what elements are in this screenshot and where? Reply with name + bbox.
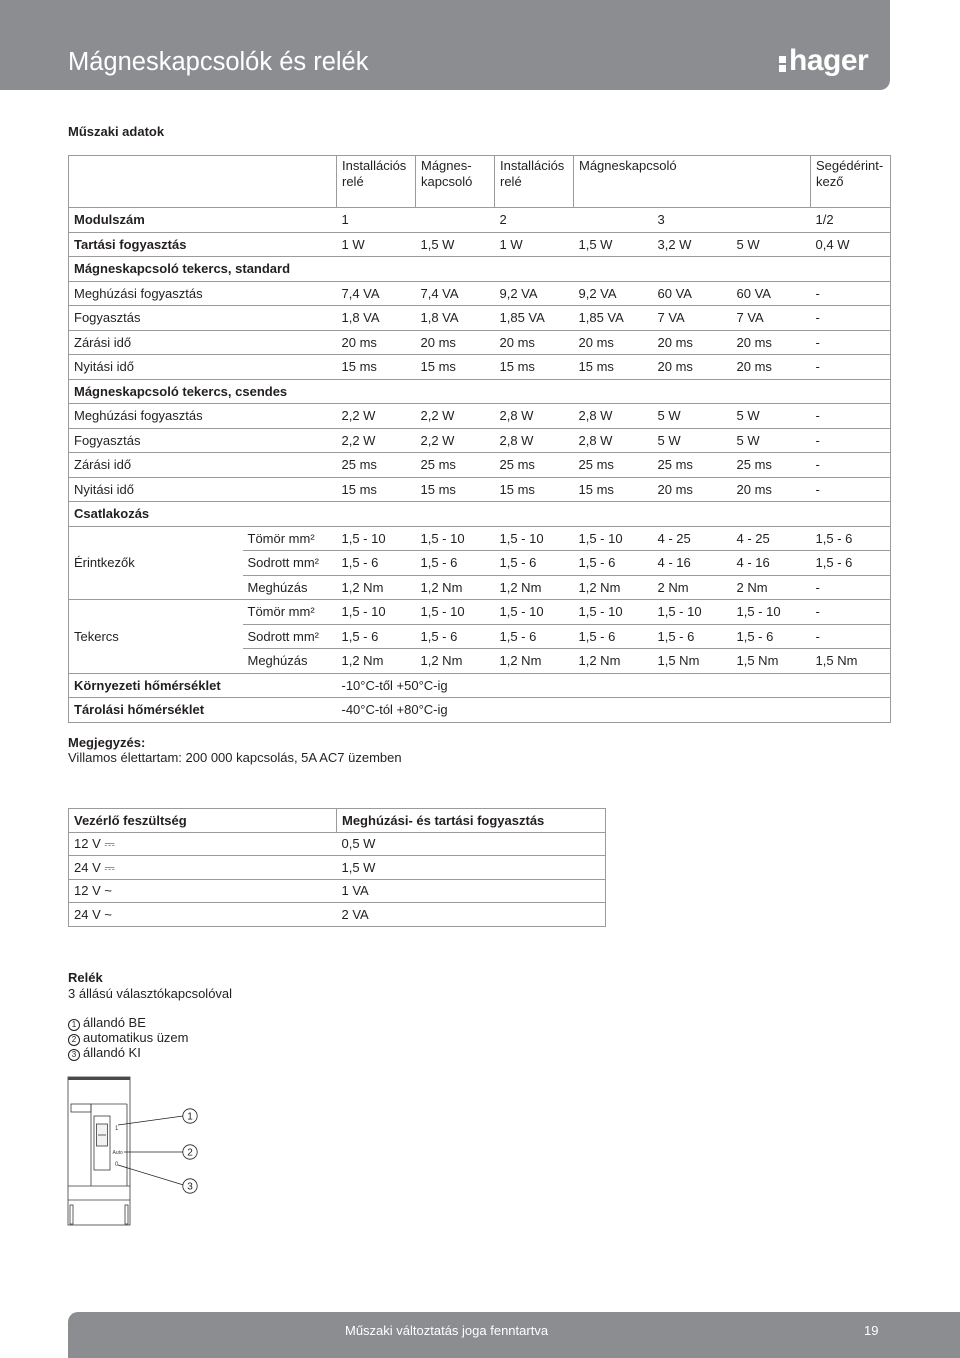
circled-number: 3 — [68, 1049, 80, 1061]
legend-item — [68, 1030, 189, 1045]
legend-label: állandó BE — [83, 1015, 146, 1030]
value-cell: - — [811, 477, 891, 502]
value-cell: 1,5 - 6 — [416, 624, 495, 649]
value-cell: 1,2 Nm — [416, 575, 495, 600]
value-cell: - — [811, 453, 891, 478]
value-cell: 5 W — [653, 428, 732, 453]
value-cell: 1,2 Nm — [416, 649, 495, 674]
tech-data-title: Műszaki adatok — [68, 124, 165, 139]
value-cell: 0,4 W — [811, 232, 891, 257]
value-cell: 7,4 VA — [337, 281, 416, 306]
value-cell: 1,5 Nm — [811, 649, 891, 674]
logo-wordmark: hager — [789, 44, 869, 77]
value-cell: 5 W — [732, 404, 811, 429]
row-label: Tárolási hőmérséklet — [69, 698, 337, 723]
value-cell: 15 ms — [337, 355, 416, 380]
value-cell: 20 ms — [495, 330, 574, 355]
row-label: Fogyasztás — [69, 428, 337, 453]
group-label: Érintkezők — [69, 526, 243, 600]
row-label: Meghúzási fogyasztás — [69, 404, 337, 429]
control-voltage-table — [68, 808, 606, 927]
value-cell: 25 ms — [416, 453, 495, 478]
header-empty-cell — [69, 156, 337, 208]
table-row — [69, 355, 891, 380]
voltage-cell: 12 V ⎓ — [69, 832, 337, 856]
value-cell: 1/2 — [811, 208, 891, 233]
switch-label-auto: Auto — [112, 1150, 123, 1156]
row-label: Meghúzás — [243, 575, 337, 600]
value-cell: 1,5 - 6 — [416, 551, 495, 576]
value-cell: 15 ms — [337, 477, 416, 502]
section-row — [69, 502, 891, 527]
row-label: Fogyasztás — [69, 306, 337, 331]
table-row — [69, 306, 891, 331]
relay-diagram — [0, 1060, 220, 1240]
value-cell: 1,5 - 10 — [495, 526, 574, 551]
relays-heading — [68, 970, 232, 1002]
value-cell: 3 — [653, 208, 811, 233]
column-header: Vezérlő feszültség — [69, 809, 337, 833]
value-cell: 5 W — [732, 428, 811, 453]
value-cell: 2,8 W — [495, 404, 574, 429]
value-cell: 1,5 W — [574, 232, 653, 257]
value-cell: 20 ms — [653, 355, 732, 380]
value-cell: 1,5 - 6 — [495, 551, 574, 576]
value-cell: 1,5 - 10 — [495, 600, 574, 625]
value-cell: 5 W — [732, 232, 811, 257]
row-label: Nyitási idő — [69, 355, 337, 380]
table-row — [69, 428, 891, 453]
column-header: Installációs relé — [495, 156, 574, 208]
value-cell: -10°C-től +50°C-ig — [337, 673, 891, 698]
value-cell: 15 ms — [416, 355, 495, 380]
value-cell: 1,5 Nm — [732, 649, 811, 674]
value-cell: 5 W — [653, 404, 732, 429]
value-cell: 2,2 W — [337, 428, 416, 453]
voltage-cell: 12 V ~ — [69, 879, 337, 903]
table-row — [69, 281, 891, 306]
value-cell: 1,5 - 6 — [811, 526, 891, 551]
row-label: Modulszám — [69, 208, 337, 233]
value-cell: 7 VA — [732, 306, 811, 331]
value-cell: - — [811, 575, 891, 600]
value-cell: 3,2 W — [653, 232, 732, 257]
value-cell: 1 W — [495, 232, 574, 257]
value-cell: 1,5 - 6 — [653, 624, 732, 649]
value-cell: - — [811, 281, 891, 306]
circled-number: 1 — [68, 1019, 80, 1031]
value-cell: 1,5 - 10 — [574, 600, 653, 625]
value-cell: 2 Nm — [653, 575, 732, 600]
relays-subtitle: 3 állású választókapcsolóval — [68, 986, 233, 1001]
column-header: Meghúzási- és tartási fogyasztás — [337, 809, 606, 833]
table-row — [69, 903, 606, 927]
switch-label-off: 0 — [115, 1162, 119, 1168]
row-label: Meghúzási fogyasztás — [69, 281, 337, 306]
section-row — [69, 257, 891, 282]
table-row — [69, 453, 891, 478]
table-row — [69, 526, 891, 551]
table-row — [69, 832, 606, 856]
value-cell: 2,8 W — [495, 428, 574, 453]
value-cell: 4 - 25 — [653, 526, 732, 551]
row-label: Tömör mm² — [243, 600, 337, 625]
hager-logo — [778, 44, 874, 84]
legend-item — [68, 1015, 146, 1030]
value-cell: 20 ms — [653, 477, 732, 502]
value-cell: 1,2 Nm — [495, 649, 574, 674]
footer-text: Műszaki változtatás joga fenntartva — [345, 1323, 549, 1338]
switch-label-on: 1 — [115, 1126, 119, 1132]
value-cell: 1,5 - 6 — [574, 624, 653, 649]
section-title: Mágneskapcsoló tekercs, standard — [69, 257, 891, 282]
value-cell: 4 - 25 — [732, 526, 811, 551]
value-cell: 1,5 - 6 — [811, 551, 891, 576]
consumption-cell: 0,5 W — [337, 832, 606, 856]
row-label: Nyitási idő — [69, 477, 337, 502]
value-cell: 9,2 VA — [574, 281, 653, 306]
value-cell: 20 ms — [653, 330, 732, 355]
page-title: Mágneskapcsolók és relék — [68, 48, 369, 76]
legend-label: állandó KI — [83, 1045, 141, 1060]
value-cell: 15 ms — [495, 477, 574, 502]
value-cell: 4 - 16 — [732, 551, 811, 576]
value-cell: 20 ms — [574, 330, 653, 355]
legend-label: automatikus üzem — [83, 1030, 189, 1045]
value-cell: 2,2 W — [337, 404, 416, 429]
value-cell: 1,2 Nm — [574, 649, 653, 674]
table-row — [69, 856, 606, 880]
value-cell: 1,8 VA — [416, 306, 495, 331]
value-cell: 20 ms — [732, 477, 811, 502]
row-label: Zárási idő — [69, 453, 337, 478]
value-cell: - — [811, 624, 891, 649]
value-cell: 15 ms — [574, 355, 653, 380]
table-header-row — [69, 156, 891, 208]
value-cell: - — [811, 404, 891, 429]
value-cell: - — [811, 306, 891, 331]
value-cell: 1,5 - 6 — [495, 624, 574, 649]
value-cell: 1,2 Nm — [337, 649, 416, 674]
value-cell: 2 — [495, 208, 653, 233]
value-cell: 1,5 - 10 — [574, 526, 653, 551]
value-cell: - — [811, 330, 891, 355]
table-row — [69, 698, 891, 723]
column-header: Installációs relé — [337, 156, 416, 208]
value-cell: 7,4 VA — [416, 281, 495, 306]
value-cell: 1,5 - 6 — [732, 624, 811, 649]
footer-band — [68, 1312, 960, 1358]
column-header: Mágnes- kapcsoló — [416, 156, 495, 208]
value-cell: 25 ms — [653, 453, 732, 478]
row-label: Meghúzás — [243, 649, 337, 674]
value-cell: 25 ms — [495, 453, 574, 478]
page-number: 19 — [864, 1323, 879, 1338]
value-cell: 9,2 VA — [495, 281, 574, 306]
value-cell: 20 ms — [732, 355, 811, 380]
value-cell: 60 VA — [653, 281, 732, 306]
note-title: Megjegyzés: — [68, 735, 146, 750]
logo-mark-lower — [779, 65, 786, 72]
value-cell: 2,2 W — [416, 428, 495, 453]
column-header: Segédérint- kező — [811, 156, 891, 208]
table-header-row — [69, 809, 606, 833]
group-label: Tekercs — [69, 600, 243, 674]
table-row — [69, 330, 891, 355]
value-cell: 1,2 Nm — [337, 575, 416, 600]
value-cell: 1 — [337, 208, 495, 233]
section-title: Mágneskapcsoló tekercs, csendes — [69, 379, 891, 404]
value-cell: 25 ms — [337, 453, 416, 478]
value-cell: 1,5 - 10 — [416, 526, 495, 551]
value-cell: 1,2 Nm — [495, 575, 574, 600]
table-row — [69, 404, 891, 429]
device-top-cap — [68, 1077, 130, 1080]
callout-number-1: 1 — [187, 1111, 193, 1123]
row-label: Sodrott mm² — [243, 624, 337, 649]
legend-item — [68, 1045, 141, 1060]
value-cell: 1,5 - 6 — [574, 551, 653, 576]
value-cell: 60 VA — [732, 281, 811, 306]
section-row — [69, 379, 891, 404]
row-label: Tömör mm² — [243, 526, 337, 551]
value-cell: 1,8 VA — [337, 306, 416, 331]
value-cell: 15 ms — [416, 477, 495, 502]
value-cell: 7 VA — [653, 306, 732, 331]
value-cell: 1,5 - 10 — [653, 600, 732, 625]
logo-mark-upper — [779, 56, 786, 63]
value-cell: 20 ms — [732, 330, 811, 355]
note — [68, 735, 402, 765]
table-row — [69, 232, 891, 257]
value-cell: - — [811, 428, 891, 453]
value-cell: 25 ms — [574, 453, 653, 478]
value-cell: -40°C-tól +80°C-ig — [337, 698, 891, 723]
relays-title: Relék — [68, 970, 103, 985]
value-cell: 1,5 - 10 — [416, 600, 495, 625]
table-row — [69, 600, 891, 625]
voltage-cell: 24 V ⎓ — [69, 856, 337, 880]
value-cell: 1,5 - 6 — [337, 624, 416, 649]
section-title: Csatlakozás — [69, 502, 891, 527]
consumption-cell: 1,5 W — [337, 856, 606, 880]
consumption-cell: 1 VA — [337, 879, 606, 903]
value-cell: 2,8 W — [574, 428, 653, 453]
value-cell: 1 W — [337, 232, 416, 257]
value-cell: - — [811, 600, 891, 625]
table-row — [69, 879, 606, 903]
table-row — [69, 477, 891, 502]
value-cell: 4 - 16 — [653, 551, 732, 576]
value-cell: 1,2 Nm — [574, 575, 653, 600]
value-cell: 1,5 - 6 — [337, 551, 416, 576]
callout-number-2: 2 — [187, 1147, 193, 1159]
voltage-cell: 24 V ~ — [69, 903, 337, 927]
value-cell: 1,5 - 10 — [732, 600, 811, 625]
value-cell: - — [811, 355, 891, 380]
value-cell: 15 ms — [495, 355, 574, 380]
value-cell: 15 ms — [574, 477, 653, 502]
note-text: Villamos élettartam: 200 000 kapcsolás, 5A AC7 üzemben — [68, 750, 402, 765]
row-label: Környezeti hőmérséklet — [69, 673, 337, 698]
value-cell: 20 ms — [337, 330, 416, 355]
row-label: Tartási fogyasztás — [69, 232, 337, 257]
value-cell: 1,5 Nm — [653, 649, 732, 674]
row-label: Zárási idő — [69, 330, 337, 355]
table-row — [69, 208, 891, 233]
value-cell: 20 ms — [416, 330, 495, 355]
value-cell: 1,5 - 10 — [337, 526, 416, 551]
value-cell: 2,8 W — [574, 404, 653, 429]
value-cell: 25 ms — [732, 453, 811, 478]
value-cell: 1,85 VA — [574, 306, 653, 331]
value-cell: 1,5 W — [416, 232, 495, 257]
tech-data-table — [68, 155, 891, 723]
circled-number: 2 — [68, 1034, 80, 1046]
row-label: Sodrott mm² — [243, 551, 337, 576]
table-row — [69, 673, 891, 698]
value-cell: 1,85 VA — [495, 306, 574, 331]
consumption-cell: 2 VA — [337, 903, 606, 927]
value-cell: 2 Nm — [732, 575, 811, 600]
callout-number-3: 3 — [187, 1181, 193, 1193]
column-header: Mágneskapcsoló — [574, 156, 811, 208]
value-cell: 2,2 W — [416, 404, 495, 429]
value-cell: 1,5 - 10 — [337, 600, 416, 625]
